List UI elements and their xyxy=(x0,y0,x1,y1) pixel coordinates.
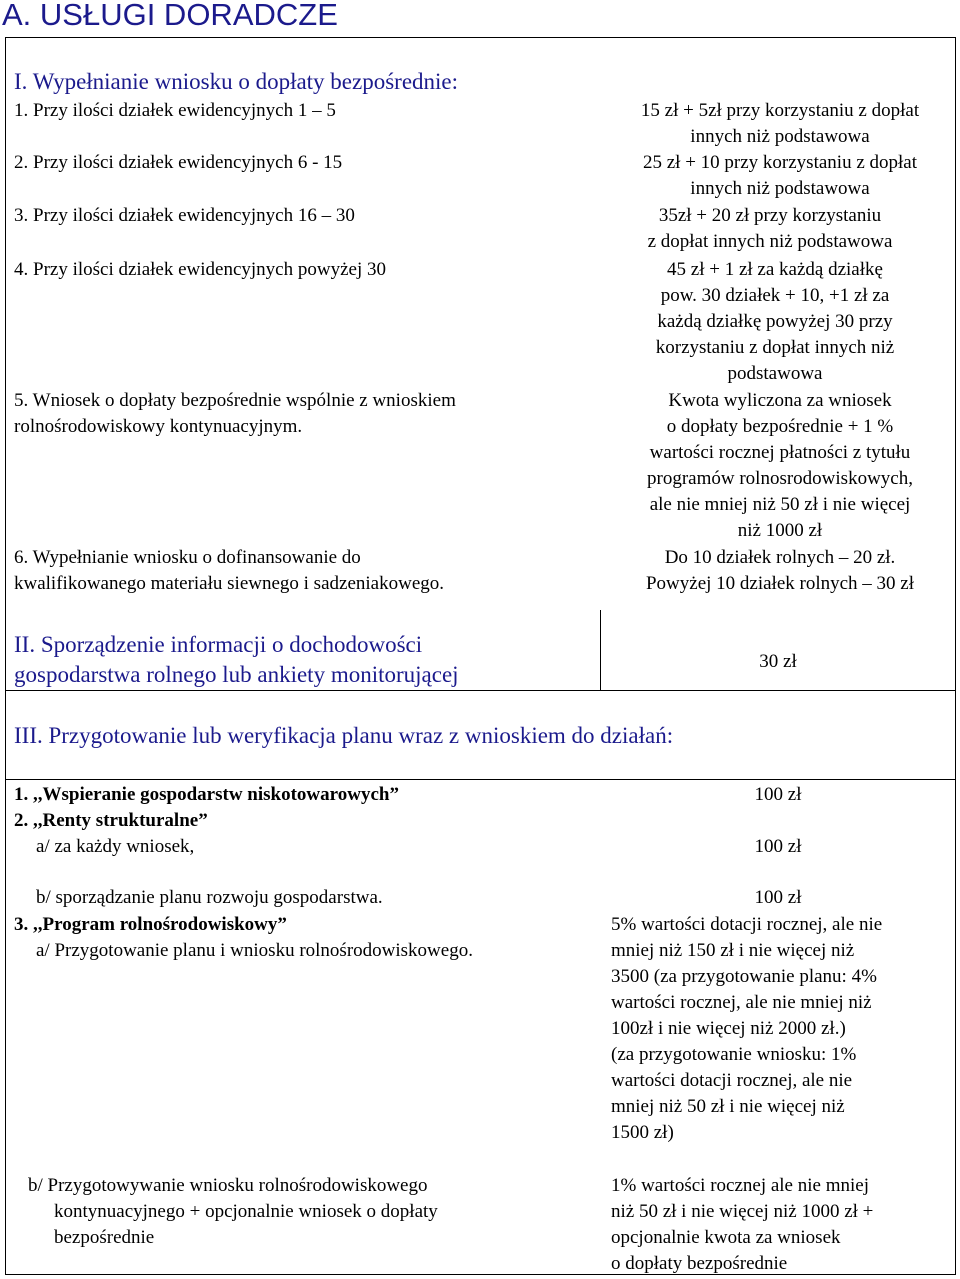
list-item-label: 1. ,,Wspieranie gospodarstw niskotowarowych” xyxy=(14,784,399,805)
sub-item-label: a/ Przygotowanie planu i wniosku rolnośrodowiskowego. xyxy=(36,940,473,961)
list-item-price: Do 10 działek rolnych – 20 zł. Powyżej 10 działek rolnych – 30 zł xyxy=(645,547,915,594)
sub-item-price: 1% wartości rocznej ale nie mniej niż 50 zł i nie więcej niż 1000 zł + opcjonalnie kwota za wniosek o dopłaty bezpośrednie xyxy=(611,1175,874,1274)
sub-item-price: 100 zł xyxy=(754,887,802,908)
list-item-price: 25 zł + 10 przy korzystaniu z dopłat innych niż podstawowa xyxy=(642,152,917,199)
list-item-label: 1. Przy ilości działek ewidencyjnych 1 – 5 xyxy=(14,100,336,121)
section-3-heading: III. Przygotowanie lub weryfikacja planu wraz z wnioskiem do działań: xyxy=(14,723,674,748)
section-2-heading: II. Sporządzenie informacji o dochodowości gospodarstwa rolnego lub ankiety monitorującej xyxy=(14,632,459,687)
divider xyxy=(5,690,956,691)
list-item-label: 2. Przy ilości działek ewidencyjnych 6 - 15 xyxy=(14,152,343,173)
list-item-label: 5. Wniosek o dopłaty bezpośrednie wspólnie z wnioskiem rolnośrodowiskowy kontynuacyjnym. xyxy=(14,390,456,437)
page-title: A. USŁUGI DORADCZE xyxy=(2,0,338,32)
section-1-heading: I. Wypełnianie wniosku o dopłaty bezpośrednie: xyxy=(14,69,459,94)
list-item-price: Kwota wyliczona za wniosek o dopłaty bezpośrednie + 1 % wartości rocznej płatności z tytułu programów rolnosrodowiskowych, ale nie mniej niż 50 zł i nie więcej niż 1000 zł xyxy=(647,390,913,541)
sub-item-label: b/ Przygotowywanie wniosku rolnośrodowiskowego kontynuacyjnego + opcjonalnie wniosek o dopłaty bezpośrednie xyxy=(28,1175,438,1248)
list-item-label: 4. Przy ilości działek ewidencyjnych powyżej 30 xyxy=(14,259,386,280)
list-item-label: 2. ,,Renty strukturalne” xyxy=(14,810,208,831)
list-item-price: 45 zł + 1 zł za każdą działkę pow. 30 działek + 10, +1 zł za każdą działkę powyżej 30 przy korzystaniu z dopłat innych niż podstawowa xyxy=(655,259,895,384)
divider xyxy=(5,779,956,780)
sub-item-label: b/ sporządzanie planu rozwoju gospodarstwa. xyxy=(36,887,383,908)
list-item-price: 15 zł + 5zł przy korzystaniu z dopłat innych niż podstawowa xyxy=(640,100,920,147)
section-2-price: 30 zł xyxy=(759,651,797,672)
list-item-price: 35zł + 20 zł przy korzystaniu z dopłat innych niż podstawowa xyxy=(647,205,893,252)
list-item-label: 3. ,,Program rolnośrodowiskowy” xyxy=(14,914,287,935)
sub-item-price: 100 zł xyxy=(754,836,802,857)
sub-item-price: 5% wartości dotacji rocznej, ale nie mniej niż 150 zł i nie więcej niż 3500 (za przygotowanie planu: 4% wartości rocznej, ale nie mniej niż 100zł i nie więcej niż 2000 zł.) (za przygotowanie wniosku: 1% wartości dotacji rocznej, ale nie mniej niż 50 zł i nie więcej niż 1500 zł) xyxy=(611,914,883,1143)
sub-item-label: a/ za każdy wniosek, xyxy=(36,836,195,857)
list-item-label: 3. Przy ilości działek ewidencyjnych 16 – 30 xyxy=(14,205,355,226)
list-item-label: 6. Wypełnianie wniosku o dofinansowanie do kwalifikowanego materiału siewnego i sadzeniakowego. xyxy=(14,547,444,594)
list-item-price: 100 zł xyxy=(754,784,802,805)
